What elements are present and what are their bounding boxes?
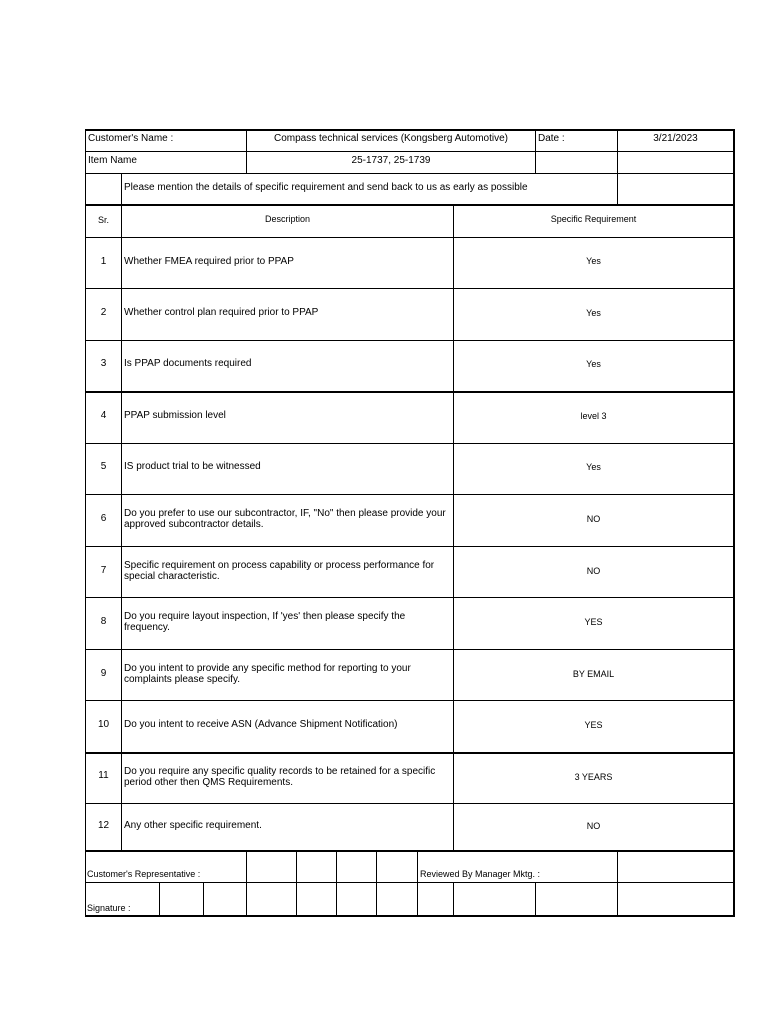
rule (85, 649, 735, 650)
rule (85, 204, 735, 206)
row-requirement: 3 YEARS (574, 772, 613, 782)
customer-name-value: Compass technical services (Kongsberg Automotive) (274, 133, 508, 144)
reviewed-by-label: Reviewed By Manager Mktg. : (420, 869, 541, 879)
row-requirement: Yes (586, 256, 601, 266)
column-header-description: Description (264, 214, 311, 224)
rule (417, 850, 418, 916)
border-top (85, 129, 735, 131)
rule (85, 752, 735, 754)
rule (85, 151, 735, 152)
row-requirement: YES (584, 617, 603, 627)
row-requirement: NO (586, 821, 601, 831)
item-name-value: 25-1737, 25-1739 (351, 155, 431, 166)
rule (85, 700, 735, 701)
row-requirement: Yes (586, 359, 601, 369)
column-header-sr: Sr. (97, 215, 109, 225)
row-requirement: Yes (586, 462, 601, 472)
row-sr: 8 (100, 616, 107, 627)
signature-label: Signature : (87, 903, 131, 913)
rule (85, 850, 735, 852)
row-sr: 3 (100, 358, 107, 369)
row-description: Do you intent to receive ASN (Advance Shipment Notification) (124, 719, 398, 730)
row-sr: 2 (100, 307, 107, 318)
rule (535, 882, 536, 916)
row-requirement: NO (586, 514, 601, 524)
rule (85, 340, 735, 341)
border-right (733, 129, 735, 917)
row-description: Specific requirement on process capability or process performance for special characteristic. (124, 560, 435, 582)
rule (296, 850, 297, 916)
border-bottom (85, 915, 735, 917)
instruction-text: Please mention the details of specific requirement and send back to us as early as possible (124, 182, 528, 193)
row-requirement: NO (586, 566, 601, 576)
row-description: PPAP submission level (124, 410, 226, 421)
row-sr: 9 (100, 668, 107, 679)
rule (121, 173, 122, 850)
row-sr: 10 (97, 719, 110, 730)
rule (85, 546, 735, 547)
row-description: IS product trial to be witnessed (124, 461, 261, 472)
rule (85, 803, 735, 804)
row-sr: 12 (97, 820, 110, 831)
column-header-requirement: Specific Requirement (550, 214, 637, 224)
customer-name-label: Customer's Name : (88, 133, 174, 144)
row-description: Do you prefer to use our subcontractor, IF, "No" then please provide your approved subcontractor details. (124, 508, 446, 530)
row-sr: 6 (100, 513, 107, 524)
rule (535, 129, 536, 173)
rule (85, 237, 735, 238)
rule (85, 391, 735, 393)
row-sr: 5 (100, 461, 107, 472)
date-label: Date : (538, 133, 565, 144)
row-description: Any other specific requirement. (124, 820, 262, 831)
row-description: Is PPAP documents required (124, 358, 252, 369)
rule (246, 850, 247, 916)
row-requirement: level 3 (580, 411, 607, 421)
row-sr: 4 (100, 410, 107, 421)
row-description: Do you intent to provide any specific method for reporting to your complaints please specify. (124, 663, 411, 685)
rule (85, 173, 735, 174)
row-description: Do you require layout inspection, If 'yes' then please specify the frequency. (124, 611, 406, 633)
row-sr: 7 (100, 565, 107, 576)
rule (85, 443, 735, 444)
rule (85, 882, 735, 883)
rule (453, 882, 454, 916)
rule (85, 494, 735, 495)
rule (617, 850, 618, 916)
rule (453, 204, 454, 850)
item-name-label: Item Name (88, 155, 137, 166)
row-requirement: Yes (586, 308, 601, 318)
rule (203, 882, 204, 916)
row-description: Whether control plan required prior to PPAP (124, 307, 319, 318)
row-requirement: YES (584, 720, 603, 730)
row-description: Do you require any specific quality records to be retained for a specific period other then QMS Requirements. (124, 766, 436, 788)
row-requirement: BY EMAIL (572, 669, 615, 679)
row-sr: 1 (100, 256, 107, 267)
row-sr: 11 (98, 770, 109, 781)
rule (85, 288, 735, 289)
rule (159, 882, 160, 916)
rule (376, 850, 377, 916)
date-value: 3/21/2023 (653, 133, 698, 144)
customer-representative-label: Customer's Representative : (87, 869, 201, 879)
row-description: Whether FMEA required prior to PPAP (124, 256, 294, 267)
rule (85, 597, 735, 598)
rule (336, 850, 337, 916)
